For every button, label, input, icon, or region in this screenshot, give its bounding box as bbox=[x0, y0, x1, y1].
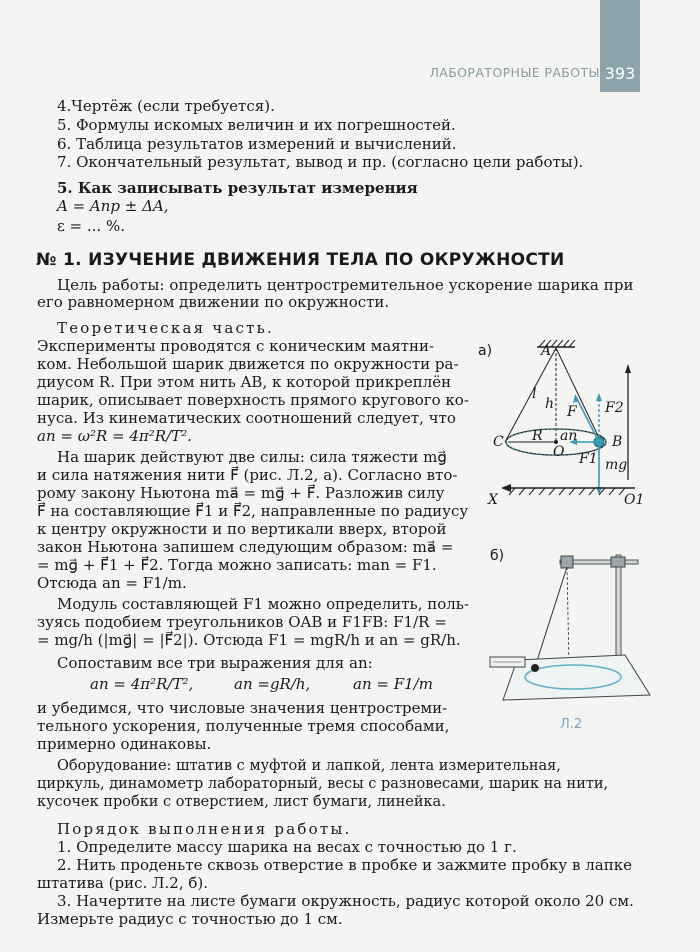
accel-an-label: an bbox=[560, 428, 578, 444]
theory-line: Отсюда an = F1/m. bbox=[37, 574, 187, 592]
page-number-tab bbox=[600, 0, 640, 92]
conclusion-line: тельного ускорения, полученные тремя способами, bbox=[37, 717, 450, 735]
theory-line: зуясь подобием треугольников OAB и F1FB: F1/R = bbox=[37, 613, 447, 631]
procedure-line: 1. Определите массу шарика на весах с точностью до 1 г. bbox=[57, 838, 517, 856]
theory-line: ком. Небольшой шарик движется по окружности ра- bbox=[37, 355, 459, 373]
point-a-label: A bbox=[541, 343, 552, 359]
point-o1-label: O1 bbox=[624, 492, 645, 508]
conclusion-line: примерно одинаковы. bbox=[37, 735, 212, 753]
theory-line: = mg⃗ + F⃗1 + F⃗2. Тогда можно записать: man = F1. bbox=[37, 556, 437, 574]
expression: an =gR/h, bbox=[234, 675, 311, 693]
theory-line: Модуль составляющей F1 можно определить, поль- bbox=[57, 595, 470, 613]
equipment-line: циркуль, динамометр лабораторный, весы с разновесами, шарик на нити, bbox=[37, 776, 609, 792]
expression: an = F1/m bbox=[353, 675, 433, 693]
theory-line: шарик, описывает поверхность прямого кругового ко- bbox=[37, 391, 469, 409]
record-heading: 5. Как записывать результат измерения bbox=[57, 179, 418, 197]
lab-setup-illustration bbox=[485, 545, 685, 715]
theory-line: закон Ньютона запишем следующим образом: ma⃗ = bbox=[37, 538, 454, 556]
record-formula: ε = ... %. bbox=[57, 217, 125, 235]
conical-pendulum-diagram bbox=[475, 335, 665, 515]
theory-line: Эксперименты проводятся с коническим маятни- bbox=[37, 337, 435, 355]
procedure-line: штатива (рис. Л.2, б). bbox=[37, 874, 209, 892]
theory-line: = mg/h (|mg⃗| = |F⃗2|). Отсюда F1 = mgR/h и an = gR/h. bbox=[37, 631, 461, 649]
point-c-label: C bbox=[493, 434, 504, 450]
list-item: 7. Окончательный результат, вывод и пр. (согласно цели работы). bbox=[57, 153, 584, 171]
list-item: 4.Чертёж (если требуется). bbox=[57, 97, 275, 115]
point-b-label: B bbox=[612, 434, 623, 450]
theory-line: рому закону Ньютона ma⃗ = mg⃗ + F⃗. Разложив силу bbox=[37, 484, 445, 502]
force-f2-label: F2 bbox=[605, 400, 624, 416]
theory-line: нуса. Из кинематических соотношений следует, что bbox=[37, 409, 456, 427]
theory-line: диусом R. При этом нить AB, к которой прикреплён bbox=[37, 373, 452, 391]
theory-formula: an = ω²R = 4π²R/T². bbox=[37, 427, 192, 445]
figure-caption: Л.2 bbox=[560, 717, 583, 732]
length-l-label: l bbox=[532, 386, 537, 402]
list-item: 5. Формулы искомых величин и их погрешностей. bbox=[57, 116, 456, 134]
list-item: 6. Таблица результатов измерений и вычислений. bbox=[57, 135, 457, 153]
equipment-line: кусочек пробки с отверстием, лист бумаги, линейка. bbox=[37, 794, 446, 810]
force-f-label: F bbox=[567, 404, 577, 420]
expression: an = 4π²R/T², bbox=[90, 675, 194, 693]
record-formula: A = Aпр ± ΔA, bbox=[57, 197, 169, 215]
equipment-line: Оборудование: штатив с муфтой и лапкой, лента измерительная, bbox=[57, 758, 561, 774]
force-f1-label: F1 bbox=[579, 451, 598, 467]
figure-b-label: б) bbox=[490, 548, 505, 564]
height-h-label: h bbox=[545, 396, 555, 412]
goal-line: его равномерном движении по окружности. bbox=[37, 293, 390, 311]
theory-line: к центру окружности и по вертикали вверх, второй bbox=[37, 520, 447, 538]
theory-line: На шарик действуют две силы: сила тяжести mg⃗ bbox=[57, 448, 447, 466]
conclusion-line: и убедимся, что числовые значения центростреми- bbox=[37, 699, 448, 717]
radius-r-label: R bbox=[532, 428, 543, 444]
section-header: ЛАБОРАТОРНЫЕ РАБОТЫ bbox=[429, 65, 600, 80]
theory-line: и сила натяжения нити F⃗ (рис. Л.2, а). Согласно вто- bbox=[37, 466, 458, 484]
page-number: 393 bbox=[604, 63, 636, 83]
figure-a-label: а) bbox=[478, 343, 493, 359]
procedure-line: Измерьте радиус с точностью до 1 см. bbox=[37, 910, 343, 928]
point-o-label: O bbox=[553, 444, 565, 460]
point-x-label: X bbox=[488, 492, 498, 508]
procedure-line: 2. Нить проденьте сквозь отверстие в пробке и зажмите пробку в лапке bbox=[57, 856, 632, 874]
theory-line: Сопоставим все три выражения для an: bbox=[57, 654, 373, 672]
theory-heading: Теоретическая часть. bbox=[57, 319, 274, 337]
procedure-heading: Порядок выполнения работы. bbox=[57, 820, 352, 838]
gravity-mg-label: mg bbox=[605, 457, 628, 473]
goal-line: Цель работы: определить центростремительное ускорение шарика при bbox=[57, 276, 634, 294]
work-title: № 1. ИЗУЧЕНИЕ ДВИЖЕНИЯ ТЕЛА ПО ОКРУЖНОСТИ bbox=[36, 250, 565, 270]
theory-line: F⃗ на составляющие F⃗1 и F⃗2, направленные по радиусу bbox=[37, 502, 469, 520]
procedure-line: 3. Начертите на листе бумаги окружность, радиус которой около 20 см. bbox=[57, 892, 634, 910]
